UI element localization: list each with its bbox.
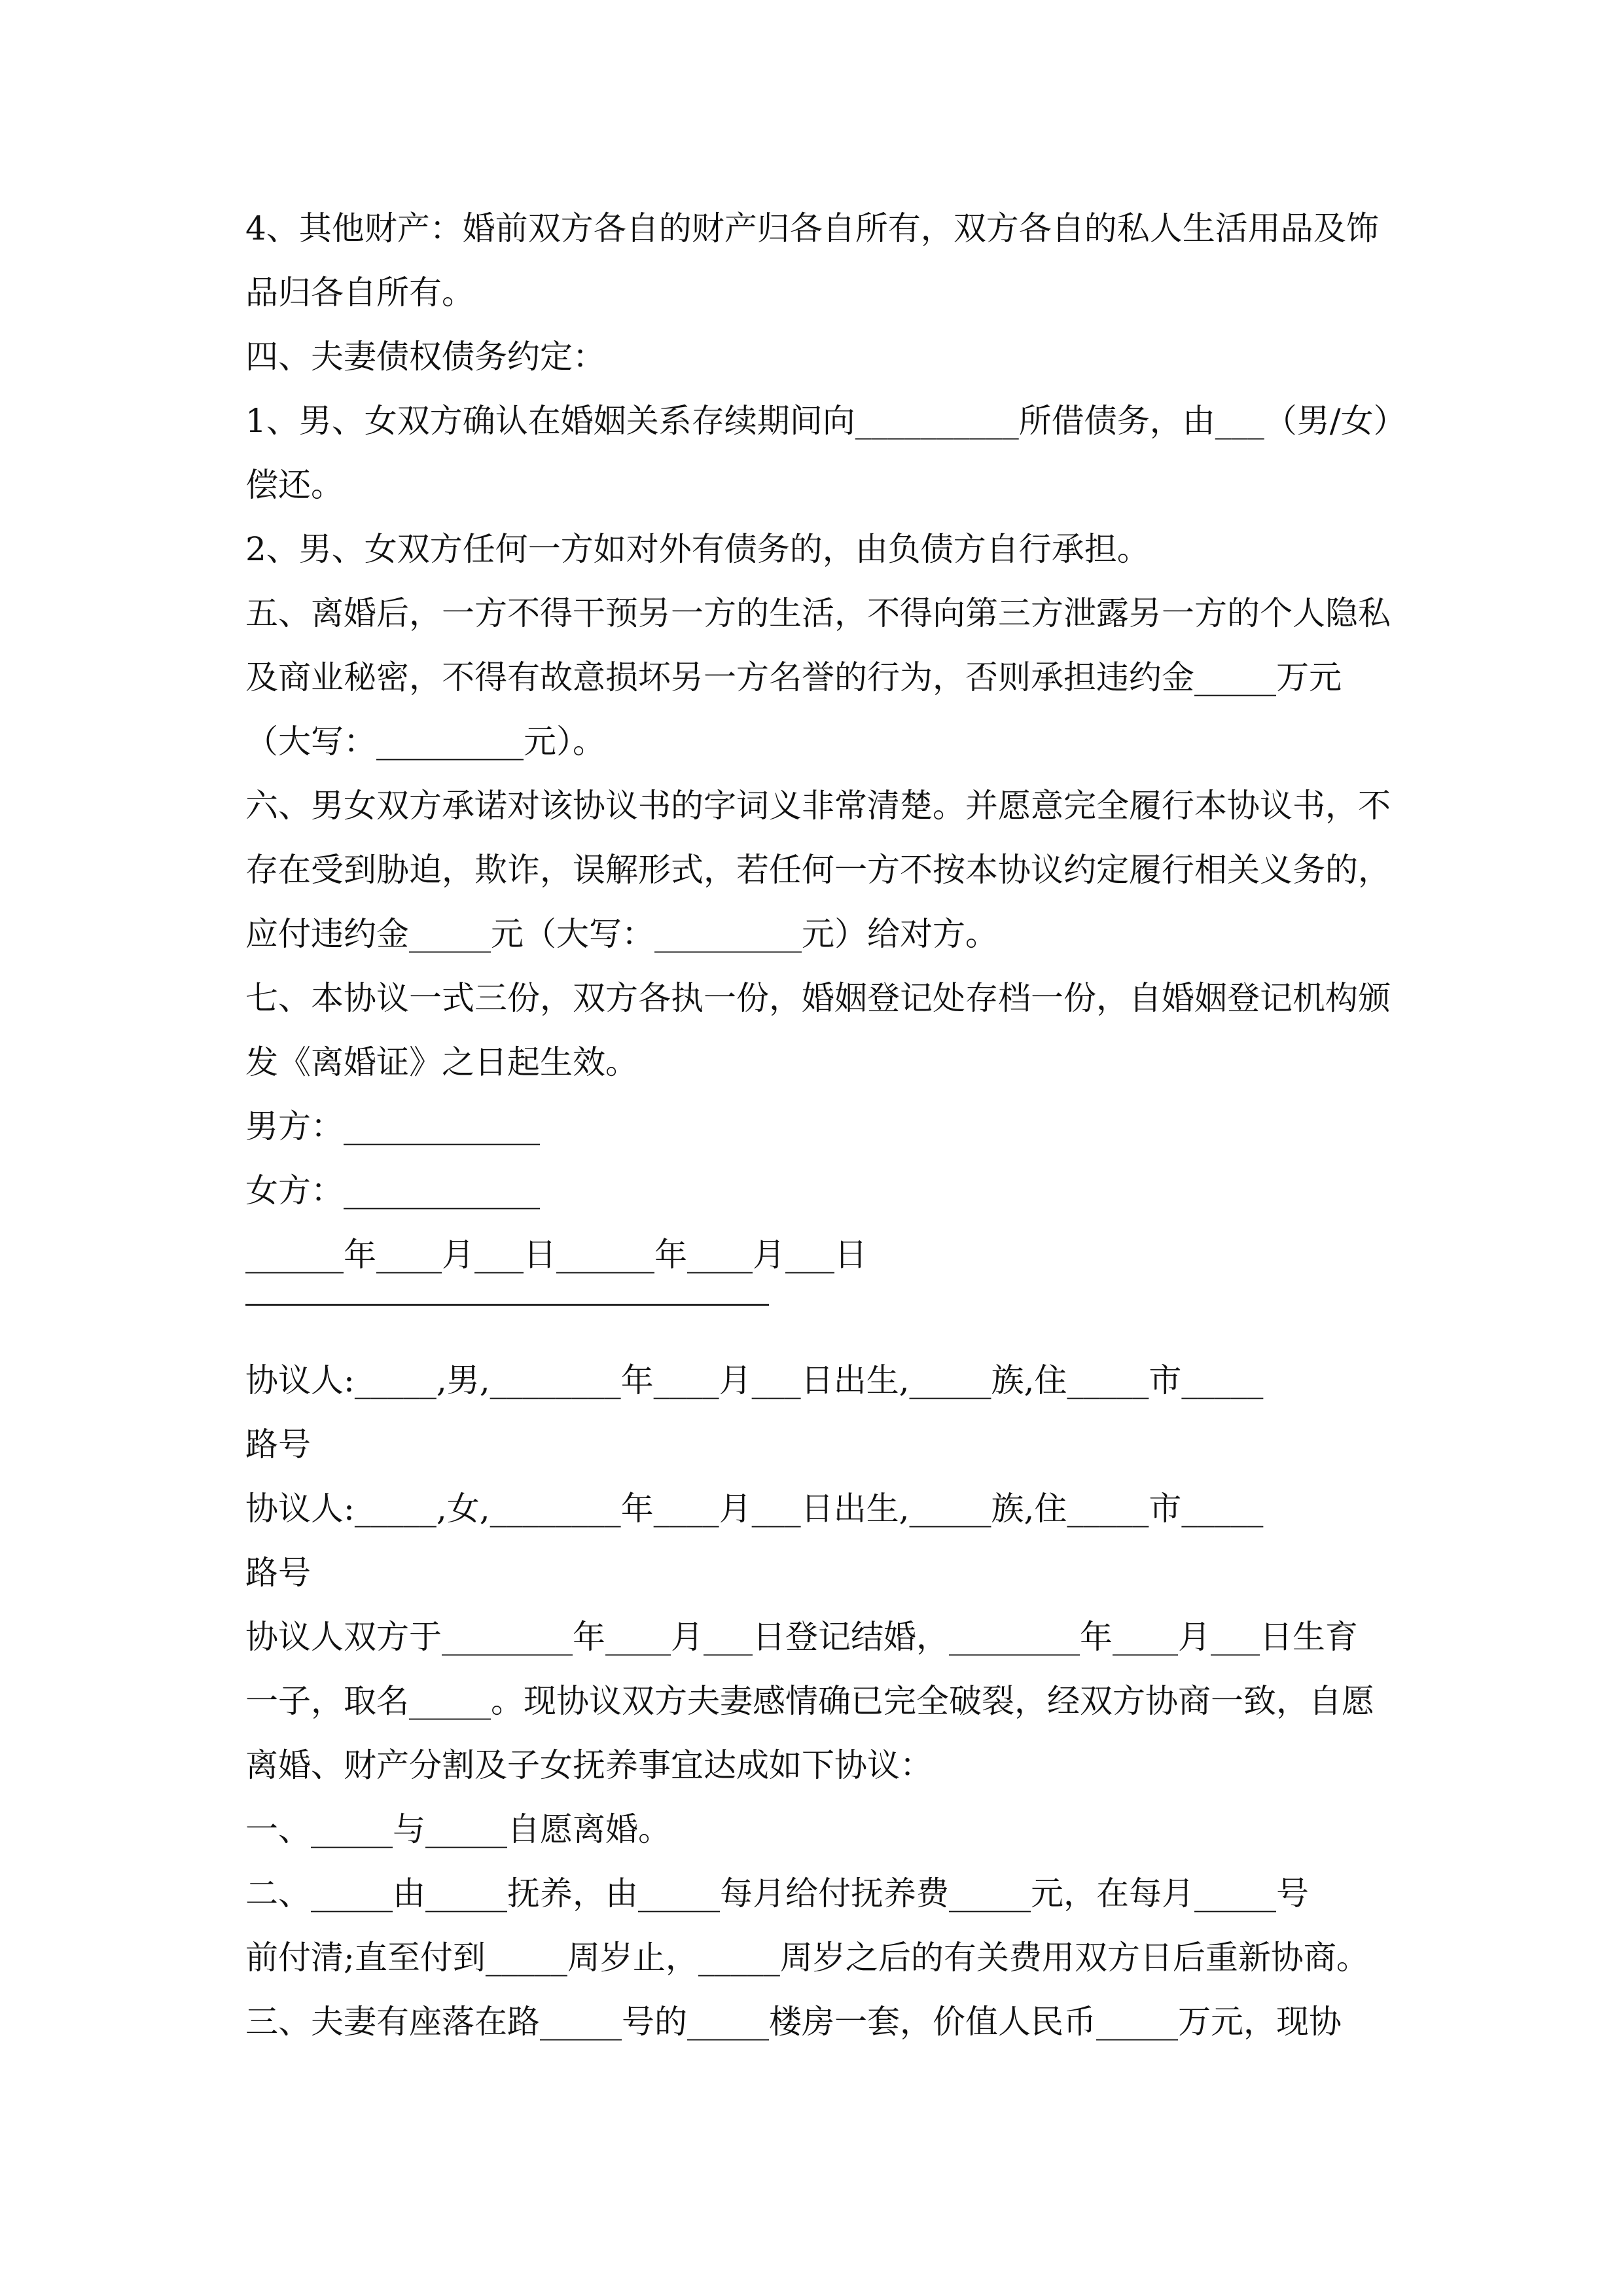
paragraph-line: 及商业秘密，不得有故意损坏另一方名誉的行为，否则承担违约金_____万元 xyxy=(245,658,1342,696)
paragraph-line: 4、其他财产：婚前双方各自的财产归各自所有，双方各自的私人生活用品及饰 xyxy=(245,209,1379,247)
paragraph-line: 离婚、财产分割及子女抚养事宜达成如下协议： xyxy=(245,1746,933,1784)
paragraph-line: 二、_____由_____抚养，由_____每月给付抚养费_____元，在每月_____号 xyxy=(245,1874,1309,1912)
paragraph-line: 前付清;直至付到_____周岁止，_____周岁之后的有关费用双方日后重新协商。 xyxy=(245,1939,1369,1977)
paragraph-line: （大写：_________元）。 xyxy=(245,723,605,761)
party-info-line: 路号 xyxy=(245,1554,311,1592)
paragraph-line: 发《离婚证》之日起生效。 xyxy=(245,1043,638,1081)
paragraph-line: 三、夫妻有座落在路_____号的_____楼房一套，价值人民币_____万元，现协 xyxy=(245,2003,1342,2041)
paragraph-line: 1、男、女双方确认在婚姻关系存续期间向__________所借债务，由___（男/女） xyxy=(245,402,1406,440)
section-divider-text xyxy=(245,1283,769,1322)
male-signature-line: 男方：____________ xyxy=(245,1107,540,1145)
paragraph-line: 一子，取名_____。现协议双方夫妻感情确已完全破裂，经双方协商一致，自愿 xyxy=(245,1682,1374,1720)
paragraph-line: 五、离婚后，一方不得干预另一方的生活，不得向第三方泄露另一方的个人隐私 xyxy=(245,594,1391,632)
agreement-terms-section xyxy=(245,196,1406,1287)
paragraph-line: 应付违约金_____元（大写：_________元）给对方。 xyxy=(245,915,998,953)
party-info-line: 路号 xyxy=(245,1426,311,1463)
signature-date-line: ______年____月___日______年____月___日 xyxy=(245,1236,867,1274)
paragraph-line: 偿还。 xyxy=(245,466,344,504)
paragraph-line: 一、_____与_____自愿离婚。 xyxy=(245,1810,671,1848)
paragraph-line: 协议人双方于________年____月___日登记结婚，________年____月___日生育 xyxy=(245,1618,1358,1656)
party-info-line: 协议人:_____,男,________年____月___日出生,_____族,住_____市_____ xyxy=(245,1361,1264,1399)
agreement-parties-section xyxy=(245,1348,1384,2054)
paragraph-line: 六、男女双方承诺对该协议书的字词义非常清楚。并愿意完全履行本协议书，不 xyxy=(245,787,1391,825)
paragraph-line: 七、本协议一式三份，双方各执一份，婚姻登记处存档一份，自婚姻登记机构颁 xyxy=(245,979,1391,1017)
paragraph-line: 存在受到胁迫，欺诈，误解形式，若任何一方不按本协议约定履行相关义务的， xyxy=(245,851,1391,889)
female-signature-line: 女方：____________ xyxy=(245,1172,540,1210)
paragraph-line: 品归各自所有。 xyxy=(245,274,474,312)
section-heading: 四、夫妻债权债务约定： xyxy=(245,338,605,376)
paragraph-line: 2、男、女双方任何一方如对外有债务的，由负债方自行承担。 xyxy=(245,530,1150,568)
party-info-line: 协议人:_____,女,________年____月___日出生,_____族,住_____市_____ xyxy=(245,1490,1264,1528)
